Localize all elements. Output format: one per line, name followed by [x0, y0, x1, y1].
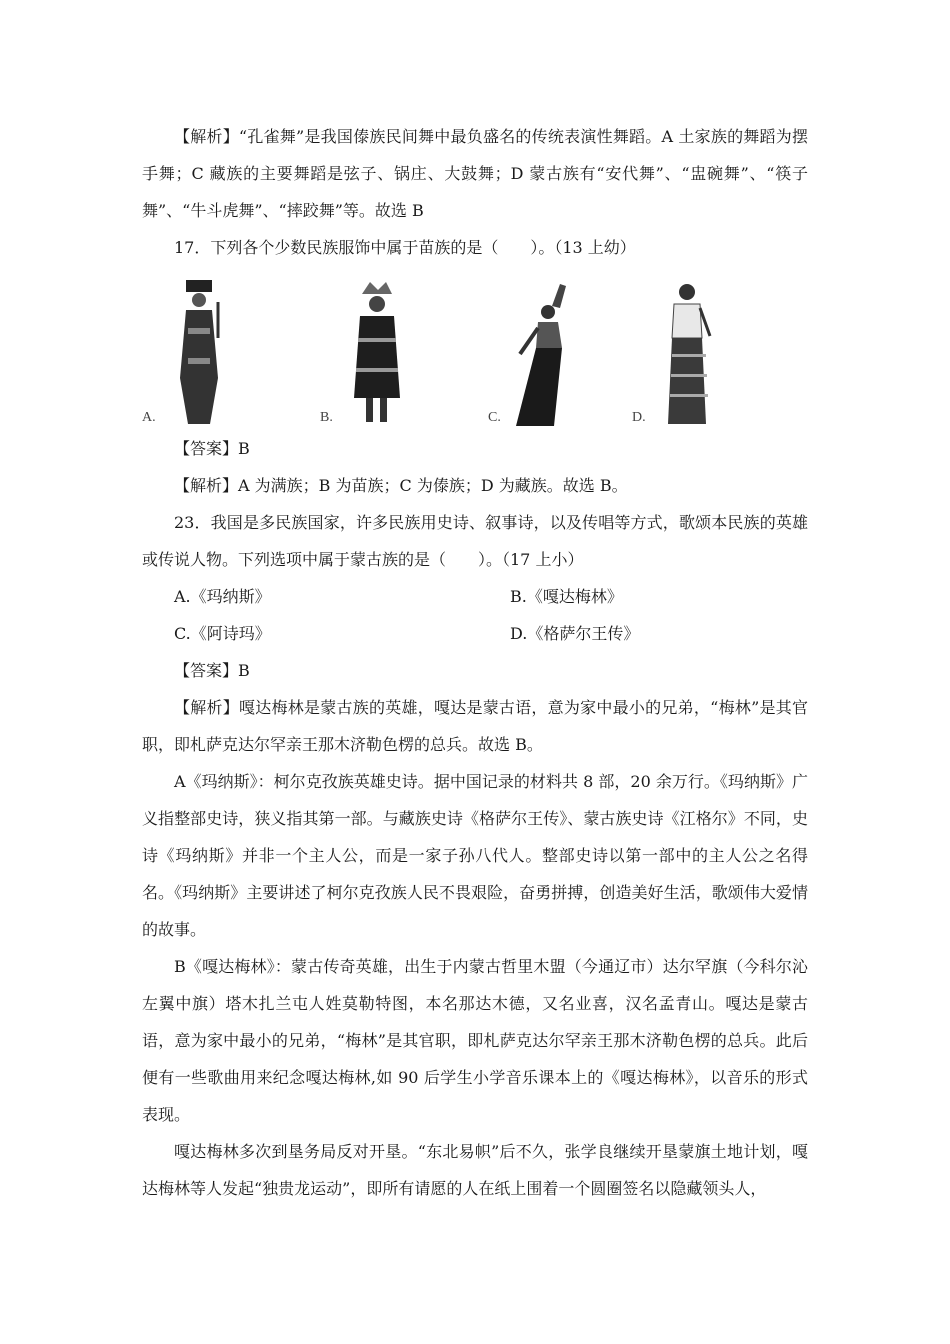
analysis-23: 【解析】嘎达梅林是蒙古族的英雄，嘎达是蒙古语，意为家中最小的兄弟，“梅林”是其官职，即札萨克达尔罕亲王那木济勒色楞的总兵。故选 B。 — [142, 698, 808, 754]
figure-b — [320, 278, 410, 428]
figure-d-label: D. — [632, 410, 646, 425]
gada-meilin-paragraph: B《嘎达梅林》：蒙古传奇英雄，出生于内蒙古哲里木盟（今通辽市）达尔罕旗（今科尔沁左翼中旗）塔木扎兰屯人姓莫勒特图，本名那达木德，又名业喜，汉名孟青山。嘎达是蒙古语，意为家中最小的兄弟，“梅林”是其官职，即札萨克达尔罕亲王那木济勒色楞的总兵。此后便有一些歌曲用来纪念嘎达梅林,如 90 后学生小学音乐课本上的《嘎达梅林》，以音乐的形式表现。 — [142, 957, 808, 1124]
option-b: B.《嘎达梅林》 — [510, 587, 623, 606]
figure-d — [632, 278, 722, 428]
dai-costume-figure-icon — [508, 278, 588, 428]
option-c: C.《阿诗玛》 — [174, 624, 271, 643]
manas-paragraph: A《玛纳斯》：柯尔克孜族英雄史诗。据中国记录的材料共 8 部，20 余万行。《玛纳斯》广义指整部史诗，狭义指其第一部。与藏族史诗《格萨尔王传》、蒙古族史诗《江格尔》不同，史诗《玛纳斯》并非一个主人公，而是一家子孙八代人。整部史诗以第一部中的主人公之名得名。《玛纳斯》主要讲述了柯尔克孜族人民不畏艰险，奋勇拼搏，创造美好生活，歌颂伟大爱情的故事。 — [142, 772, 808, 939]
question-17: 17．下列各个少数民族服饰中属于苗族的是（ ）。（13 上幼） — [174, 238, 636, 257]
answer-23: 【答案】B — [174, 661, 250, 680]
answer-17: 【答案】B — [174, 439, 250, 458]
figure-b-label: B. — [320, 410, 333, 425]
figure-a — [142, 278, 232, 428]
figure-c — [488, 278, 578, 428]
options-row-2 — [142, 615, 808, 652]
last-paragraph: 嘎达梅林多次到垦务局反对开垦。“东北易帜”后不久，张学良继续开垦蒙旗土地计划，嘎达梅林等人发起“独贵龙运动”，即所有请愿的人在纸上围着一个圆圈签名以隐藏领头人， — [142, 1142, 808, 1198]
manchu-costume-figure-icon — [162, 278, 232, 428]
analysis-paragraph-16: 【解析】“孔雀舞”是我国傣族民间舞中最负盛名的传统表演性舞蹈。A 土家族的舞蹈为摆手舞；C 藏族的主要舞蹈是弦子、锅庄、大鼓舞；D 蒙古族有“安代舞”、“盅碗舞”、“筷子舞”、“牛斗虎舞”、“摔跤舞”等。故选 B — [142, 127, 808, 220]
figure-a-label: A. — [142, 410, 156, 425]
figure-c-label: C. — [488, 410, 501, 425]
tibetan-costume-figure-icon — [652, 278, 722, 428]
option-d: D.《格萨尔王传》 — [510, 624, 640, 643]
question-23: 23．我国是多民族国家，许多民族用史诗、叙事诗，以及传唱等方式，歌颂本民族的英雄或传说人物。下列选项中属于蒙古族的是（ ）。（17 上小） — [142, 513, 808, 569]
analysis-17: 【解析】A 为满族；B 为苗族；C 为傣族；D 为藏族。故选 B。 — [174, 476, 628, 495]
option-a: A.《玛纳斯》 — [174, 587, 271, 606]
miao-costume-figure-icon — [340, 278, 410, 428]
costume-figures — [142, 270, 808, 428]
document-page — [142, 118, 808, 1207]
options-row-1 — [142, 578, 808, 615]
